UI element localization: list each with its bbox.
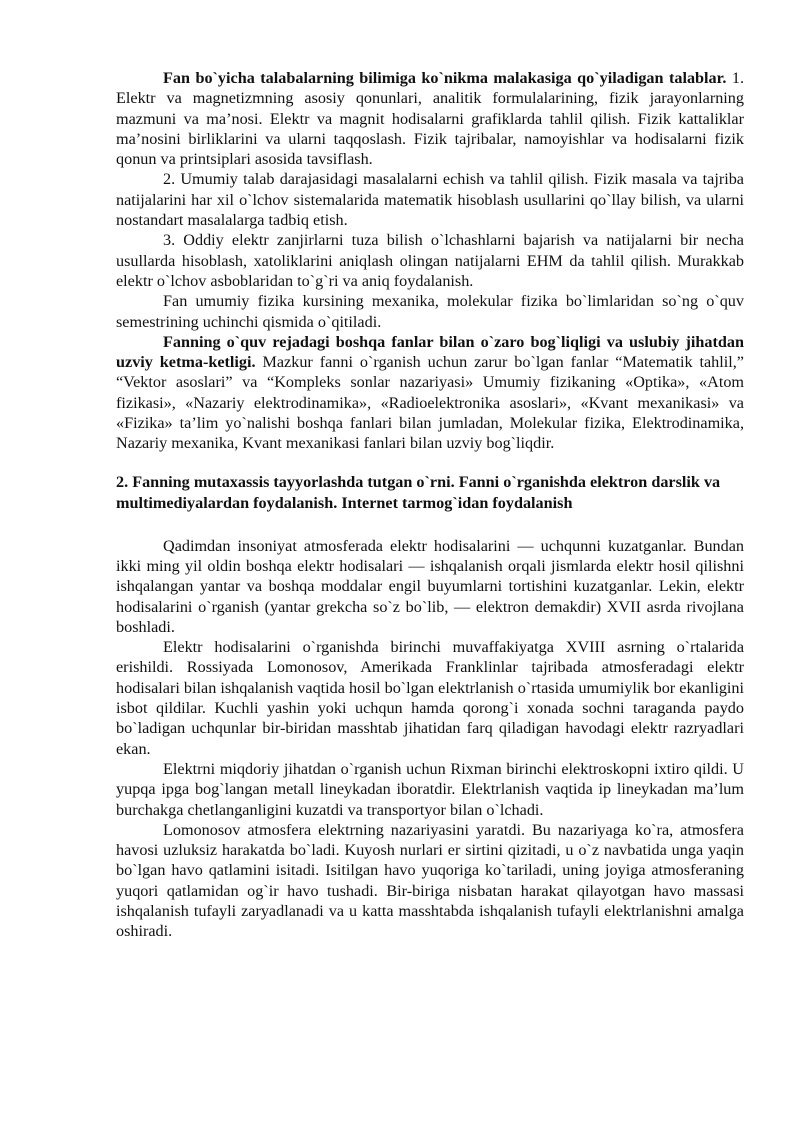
requirements-text: 1. Elektr va magnetizmning asosiy qonunlari, analitik formulalarining, fizik jarayonlarning mazmuni va ma’nosi. Elektr va magnit hodisalarni grafiklarda tahlil qilish. Fizik kattaliklar ma’nosini birliklarini va ularni taqqoslash. Fizik tajribalar, namoyishlar va hodisalarni fizik qonun va printsiplari asosida tavsiflash. — [116, 69, 744, 169]
section-2-heading: 2. Fanning mutaxassis tayyorlashda tutgan o`rni. Fanni o`rganishda elektron darslik va multimediyalardan foydalanish. Internet tarmog`idan foydalanish — [116, 472, 721, 512]
relations-text: Mazkur fanni o`rganish uchun zarur bo`lgan fanlar “Matematik tahlil,” “Vektor asoslari” va “Kompleks sonlar nazariyasi» Umumiy fizikaning «Optika», «Atom fizikasi», «Nazariy elektrodinamika», «Radioelektronika asoslari», «Kvant mexanikasi» va «Fizika» ta’lim yo`nalishi boshqa fanlari bilan jumladan, Molekular fizika, Elektrodinamika, Nazariy mexanika, Kvant mexanikasi fanlari bilan uzviy bog`liqdir. — [116, 353, 744, 453]
paragraph-4: Fan umumiy fizika kursining mexanika, molekular fizika bo`limlaridan so`ng o`quv semestrining uchinchi qismida o`qitiladi. — [116, 292, 744, 331]
requirements-paragraph — [116, 68, 744, 169]
history-paragraph-1: Qadimdan insoniyat atmosferada elektr hodisalarini — uchqunni kuzatganlar. Bundan ikki ming yil oldin boshqa elektr hodisalari — ishqalanish orqali jismlarda elektr hosil qilishni ishqalangan yantar va boshqa moddalar engil buyumlarni tortishini kuzatganlar. Lekin, elektr hodisalarini o`rganish (yantar grekcha so`z bo`lib, — elektron demakdir) XVII asrda rivojlana boshladi. — [116, 536, 744, 636]
requirements-lead: Fan bo`yicha talabalarning bilimiga ko`nikma malakasiga qo`yiladigan talablar. — [163, 69, 727, 87]
history-paragraph-4: Lomonosov atmosfera elektrning nazariyasini yaratdi. Bu nazariyaga ko`ra, atmosfera havosi uzluksiz harakatda bo`ladi. Kuyosh nurlari er sirtini qizitadi, u o`z navbatida unga yaqin bo`lgan havo qatlamini isitadi. Isitilgan havo yuqoriga ko`tariladi, uning joyiga atmosferaning yuqori qatlamidan og`ir havo tushadi. Bir-biriga nisbatan harakat qilayotgan havo massasi ishqalanish tufayli zaryadlanadi va u katta masshtabda ishqalanish tufayli elektrlanishni amalga oshiradi. — [116, 820, 744, 941]
history-paragraph-2: Elektr hodisalarini o`rganishda birinchi muvaffakiyatga XVIII asrning o`rtalarida erishildi. Rossiyada Lomonosov, Amerikada Franklinlar tajribada atmosferadagi elektr hodisalari bilan ishqalanish vaqtida hosil bo`lgan elektrlanish o`rtasida umumiylik bor ekanligini isbot qildilar. Kuchli yashin yoki uchqun hamda qorong`i xonada sochni taraganda paydo bo`ladigan uchqunlar bir-biridan masshtab jihatidan farq qiladigan havodagi elektr razryadlari ekan. — [116, 638, 744, 758]
paragraph-3: 3. Oddiy elektr zanjirlarni tuza bilish o`lchashlarni bajarish va natijalarni bir necha usullarda hisoblash, xatoliklarini aniqlash olingan natijalarni EHM da tahlil qilish. Murakkab elektr o`lchov asboblaridan to`g`ri va aniq foydalanish. — [116, 231, 744, 290]
document-page — [116, 68, 744, 942]
relations-lead: Fanning o`quv rejadagi boshqa fanlar bilan o`zaro bog`liqligi va uslubiy jihatdan uzviy ketma-ketligi. — [116, 332, 744, 372]
history-paragraph-3: Elektrni miqdoriy jihatdan o`rganish uchun Rixman birinchi elektroskopni ixtiro qildi. U yupqa ipga bog`langan metall lineykadan iboratdir. Elektrlanish vaqtida ip lineykadan ma’lum burchakga chetlanganligini kuzatdi va transportyor bilan o`lchadi. — [116, 759, 744, 819]
paragraph-2: 2. Umumiy talab darajasidagi masalalarni echish va tahlil qilish. Fizik masala va tajriba natijalarini har xil o`lchov sistemalarida matematik hisoblash usullarini qo`llay bilish, va ularni nostandart masalalarga tadbiq etish. — [116, 170, 744, 230]
relations-paragraph — [116, 332, 744, 454]
